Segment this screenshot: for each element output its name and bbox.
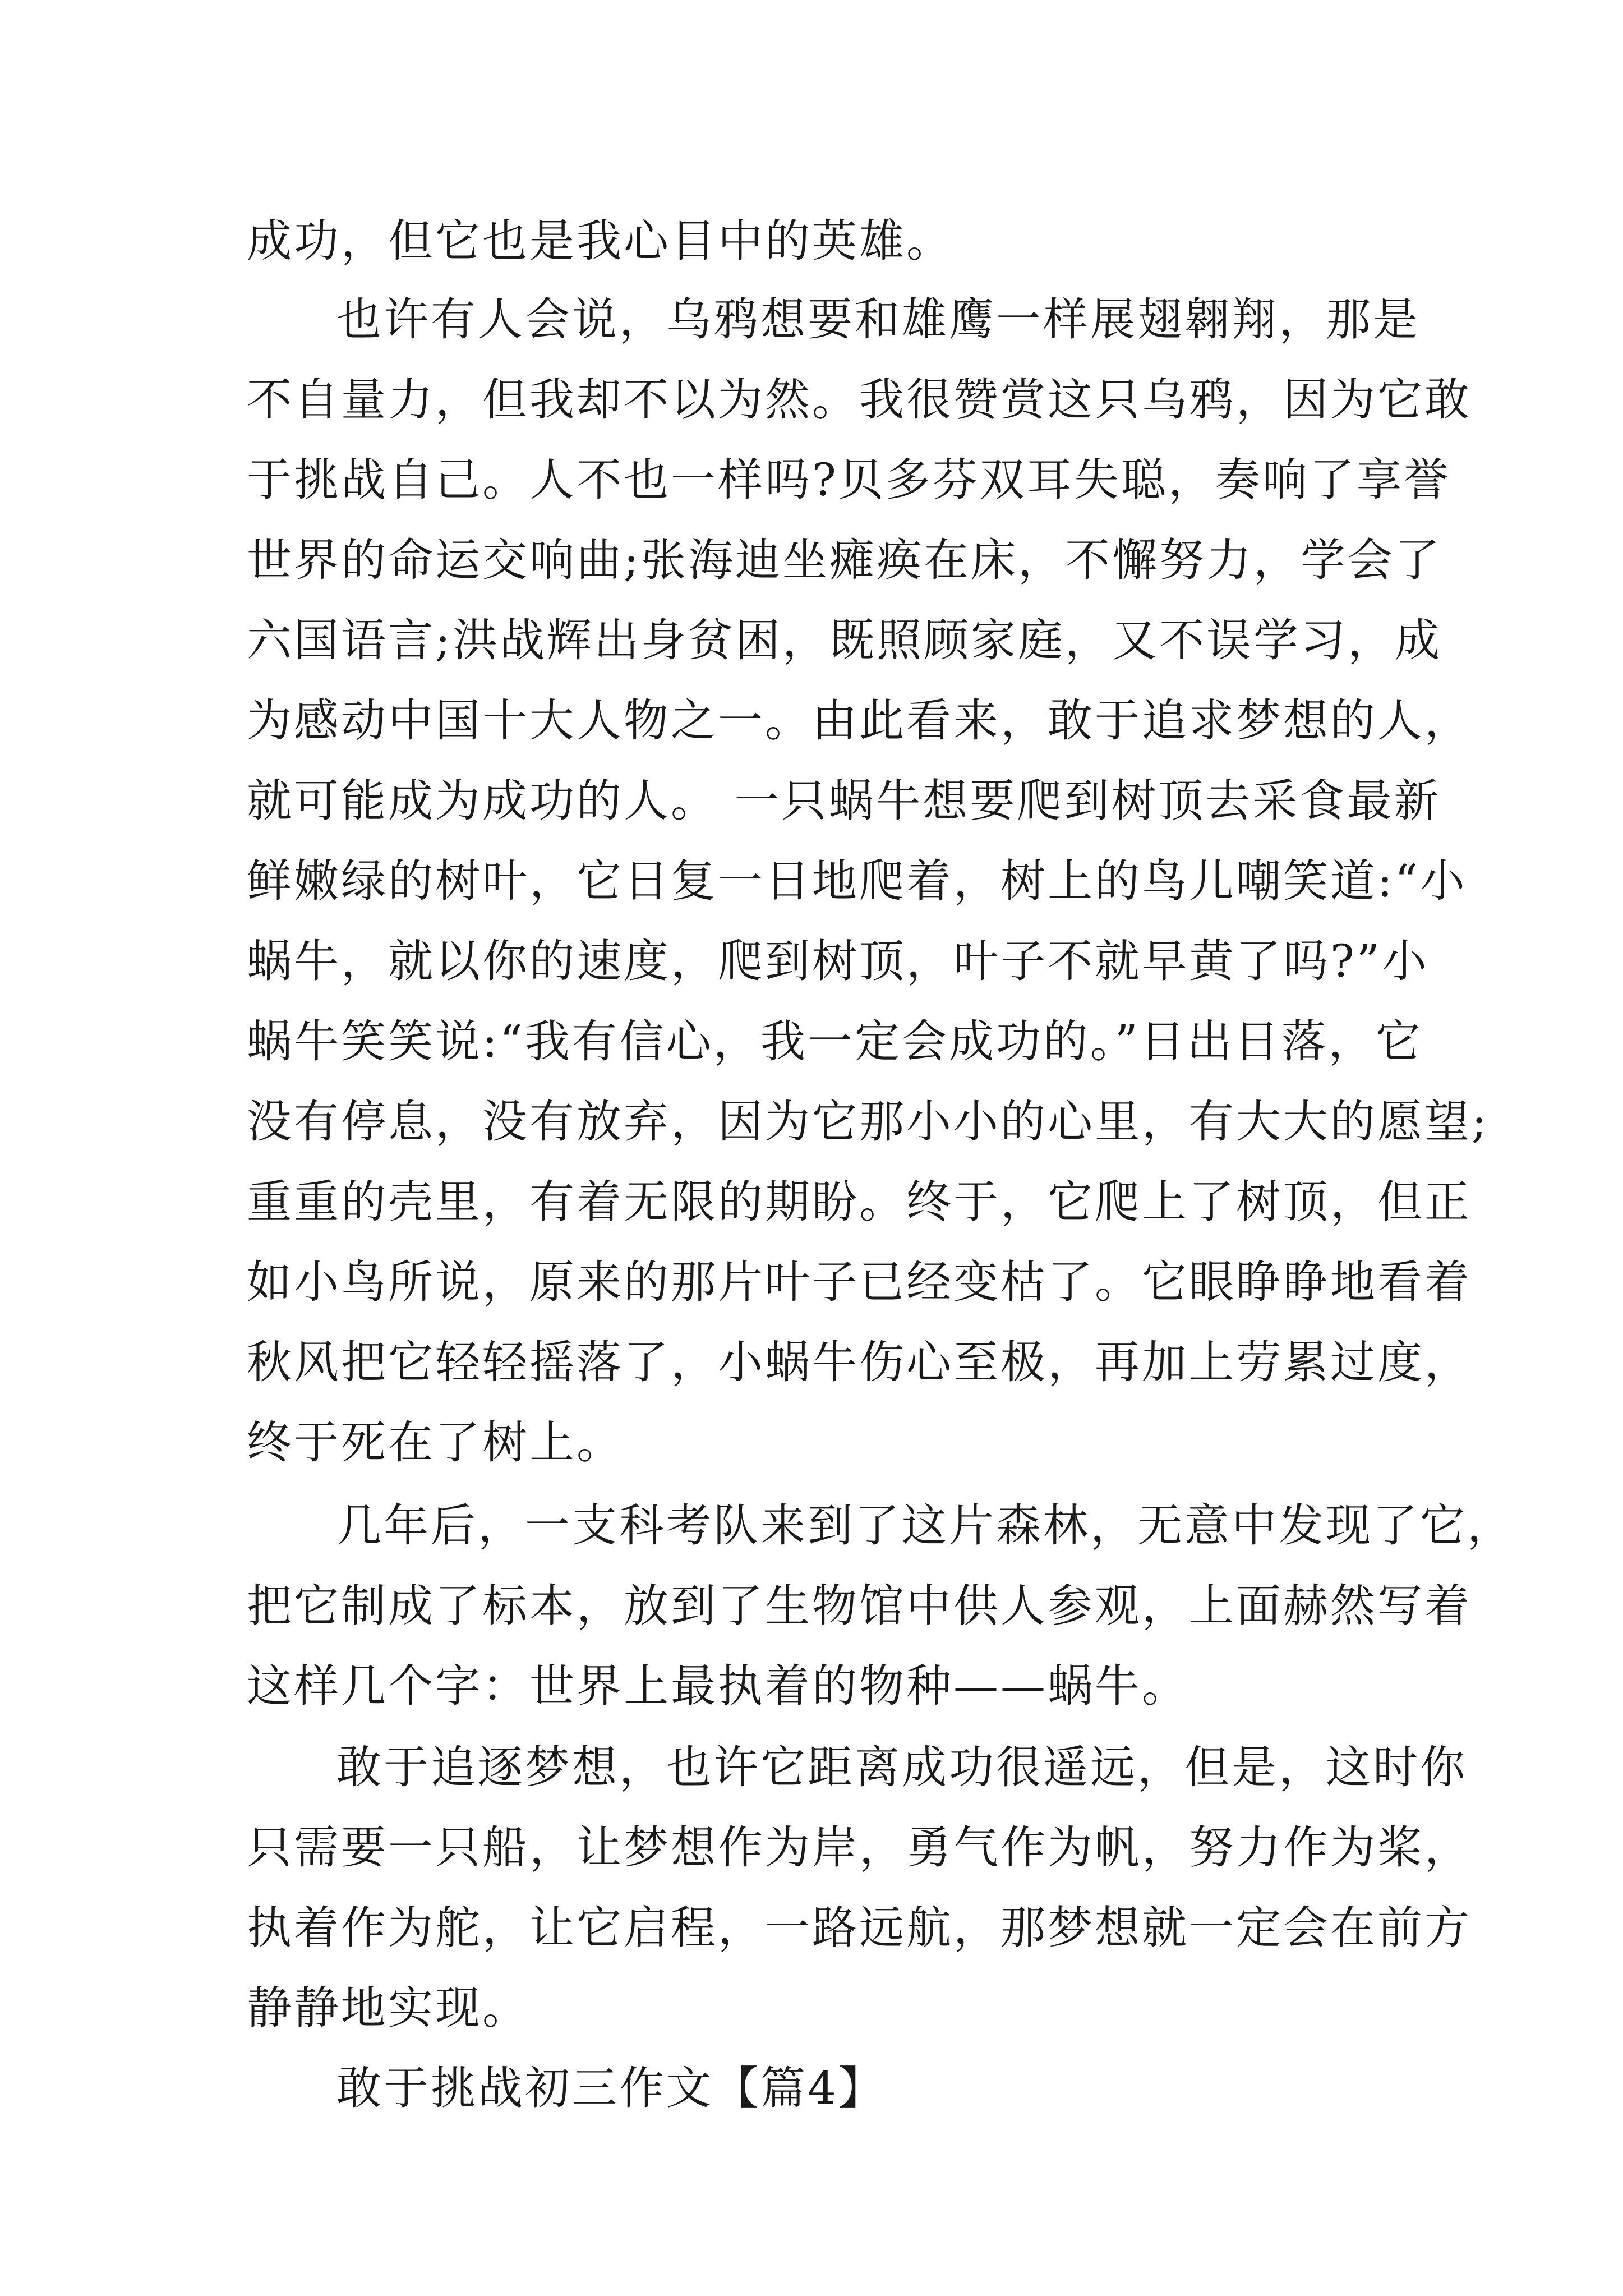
text-line: 静静地实现。 (247, 1982, 529, 2034)
text-line: 执着作为舵，让它启程，一路远航，那梦想就一定会在前方 (247, 1902, 1472, 1954)
text-line: 就可能成为成功的人。 一只蜗牛想要爬到树顶去采食最新 (247, 775, 1441, 827)
text-line: 蜗牛，就以你的速度，爬到树顶，叶子不就早黄了吗?”小 (247, 935, 1429, 987)
paragraph-start-line: 也许有人会说，乌鸦想要和雄鹰一样展翅翱翔，那是 (336, 293, 1420, 346)
text-line: 重重的壳里，有着无限的期盼。终于，它爬上了树顶，但正 (247, 1176, 1472, 1228)
section-heading: 敢于挑战初三作文【篇4】 (336, 2062, 886, 2114)
text-line: 没有停息，没有放弃，因为它那小小的心里，有大大的愿望; (247, 1096, 1489, 1148)
paragraph-start-line: 几年后，一支科考队来到了这片森林，无意中发现了它， (336, 1499, 1514, 1552)
text-line: 终于死在了树上。 (247, 1416, 624, 1469)
text-line: 于挑战自己。人不也一样吗?贝多芬双耳失聪，奏响了享誉 (247, 454, 1451, 506)
text-line: 成功，但它也是我心目中的英雄。 (247, 215, 953, 267)
text-line: 鲜嫩绿的树叶，它日复一日地爬着，树上的鸟儿嘲笑道:“小 (247, 855, 1467, 907)
text-line: 秋风把它轻轻摇落了，小蜗牛伤心至极，再加上劳累过度， (247, 1336, 1472, 1388)
text-line: 为感动中国十大人物之一。由此看来，敢于追求梦想的人， (247, 694, 1472, 747)
text-line: 不自量力，但我却不以为然。我很赞赏这只乌鸦，因为它敢 (247, 374, 1472, 426)
text-line: 把它制成了标本，放到了生物馆中供人参观，上面赫然写着 (247, 1580, 1472, 1632)
paragraph-start-line: 敢于追逐梦想，也许它距离成功很遥远，但是，这时你 (336, 1741, 1467, 1793)
text-line: 六国语言;洪战辉出身贫困，既照顾家庭，又不误学习，成 (247, 614, 1442, 666)
text-line: 如小鸟所说，原来的那片叶子已经变枯了。它眼睁睁地看着 (247, 1256, 1472, 1308)
text-line: 蜗牛笑笑说:“我有信心，我一定会成功的。”日出日落，它 (247, 1015, 1423, 1068)
text-line: 只需要一只船，让梦想作为岸，勇气作为帆，努力作为桨， (247, 1821, 1472, 1874)
text-line: 世界的命运交响曲;张海迪坐瘫痪在床，不懈努力，学会了 (247, 534, 1442, 586)
text-line: 这样几个字：世界上最执着的物种——蜗牛。 (247, 1660, 1189, 1712)
